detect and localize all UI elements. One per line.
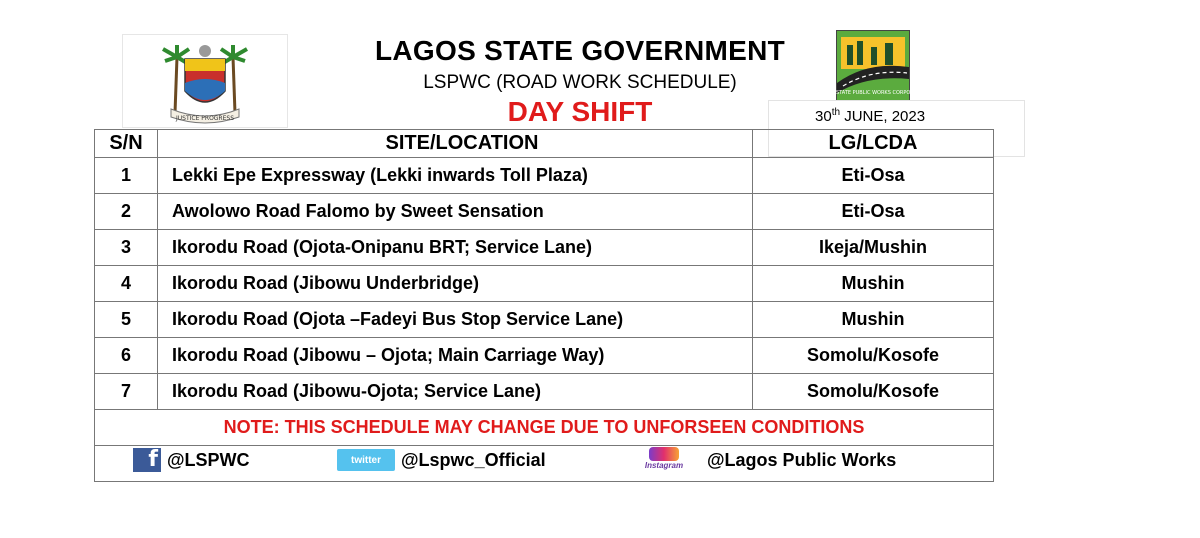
row-lg: Mushin	[753, 266, 994, 302]
row-lg: Eti-Osa	[753, 194, 994, 230]
instagram-icon	[627, 447, 701, 473]
facebook-icon: f	[133, 448, 161, 472]
instagram-label: @Lagos Public Works	[707, 449, 897, 470]
table-row	[95, 230, 994, 266]
row-site: Ikorodu Road (Ojota-Onipanu BRT; Service Lane)	[158, 230, 753, 266]
twitter-badge: twitter	[351, 454, 381, 466]
crest-icon	[123, 35, 287, 127]
header-site: SITE/LOCATION	[158, 130, 753, 158]
instagram-handle[interactable]	[627, 447, 896, 473]
lagos-state-crest	[122, 34, 288, 128]
twitter-icon	[337, 449, 395, 471]
row-site: Lekki Epe Expressway (Lekki inwards Toll Plaza)	[158, 158, 753, 194]
lspwc-logo-icon	[817, 31, 929, 101]
table-row	[95, 194, 994, 230]
row-sn: 1	[95, 158, 158, 194]
row-sn: 3	[95, 230, 158, 266]
social-cell	[95, 446, 994, 482]
row-lg: Ikeja/Mushin	[753, 230, 994, 266]
facebook-handle[interactable]	[133, 448, 250, 472]
row-sn: 7	[95, 374, 158, 410]
page-title: LAGOS STATE GOVERNMENT	[374, 35, 786, 66]
header-sn: S/N	[95, 130, 158, 158]
twitter-handle[interactable]	[337, 449, 546, 471]
header-lg: LG/LCDA	[753, 130, 994, 158]
date-suffix: th	[831, 107, 841, 118]
crest-motto: JUSTICE PROGRESS	[175, 115, 235, 122]
schedule-date	[815, 107, 925, 125]
note-row	[95, 410, 994, 446]
instagram-badge-shape	[649, 447, 679, 461]
row-site: Ikorodu Road (Jibowu-Ojota; Service Lane)	[158, 374, 753, 410]
row-site: Awolowo Road Falomo by Sweet Sensation	[158, 194, 753, 230]
date-day: 30	[815, 108, 832, 125]
schedule-table	[94, 129, 994, 482]
shift-label: DAY SHIFT	[507, 96, 653, 127]
row-site: Ikorodu Road (Jibowu Underbridge)	[158, 266, 753, 302]
date-rest: JUNE, 2023	[840, 108, 926, 125]
table-row	[95, 302, 994, 338]
row-lg: Somolu/Kosofe	[753, 374, 994, 410]
page-subtitle: LSPWC (ROAD WORK SCHEDULE)	[423, 72, 737, 93]
row-lg: Eti-Osa	[753, 158, 994, 194]
table-row	[95, 266, 994, 302]
row-lg: Somolu/Kosofe	[753, 338, 994, 374]
facebook-label: @LSPWC	[167, 449, 250, 470]
row-sn: 5	[95, 302, 158, 338]
lspwc-logo	[817, 30, 929, 102]
twitter-label: @Lspwc_Official	[401, 449, 546, 470]
social-row	[95, 446, 994, 482]
row-sn: 2	[95, 194, 158, 230]
row-site: Ikorodu Road (Jibowu – Ojota; Main Carriage Way)	[158, 338, 753, 374]
row-lg: Mushin	[753, 302, 994, 338]
schedule-note: NOTE: THIS SCHEDULE MAY CHANGE DUE TO UNFORSEEN CONDITIONS	[95, 410, 994, 446]
row-sn: 4	[95, 266, 158, 302]
row-site: Ikorodu Road (Ojota –Fadeyi Bus Stop Service Lane)	[158, 302, 753, 338]
logo-text: LAGOS STATE PUBLIC WORKS CORPORATION	[817, 90, 929, 96]
table-row	[95, 338, 994, 374]
table-header-row	[95, 130, 994, 158]
table-row	[95, 158, 994, 194]
row-sn: 6	[95, 338, 158, 374]
table-row	[95, 374, 994, 410]
instagram-badge: Instagram	[644, 461, 684, 470]
